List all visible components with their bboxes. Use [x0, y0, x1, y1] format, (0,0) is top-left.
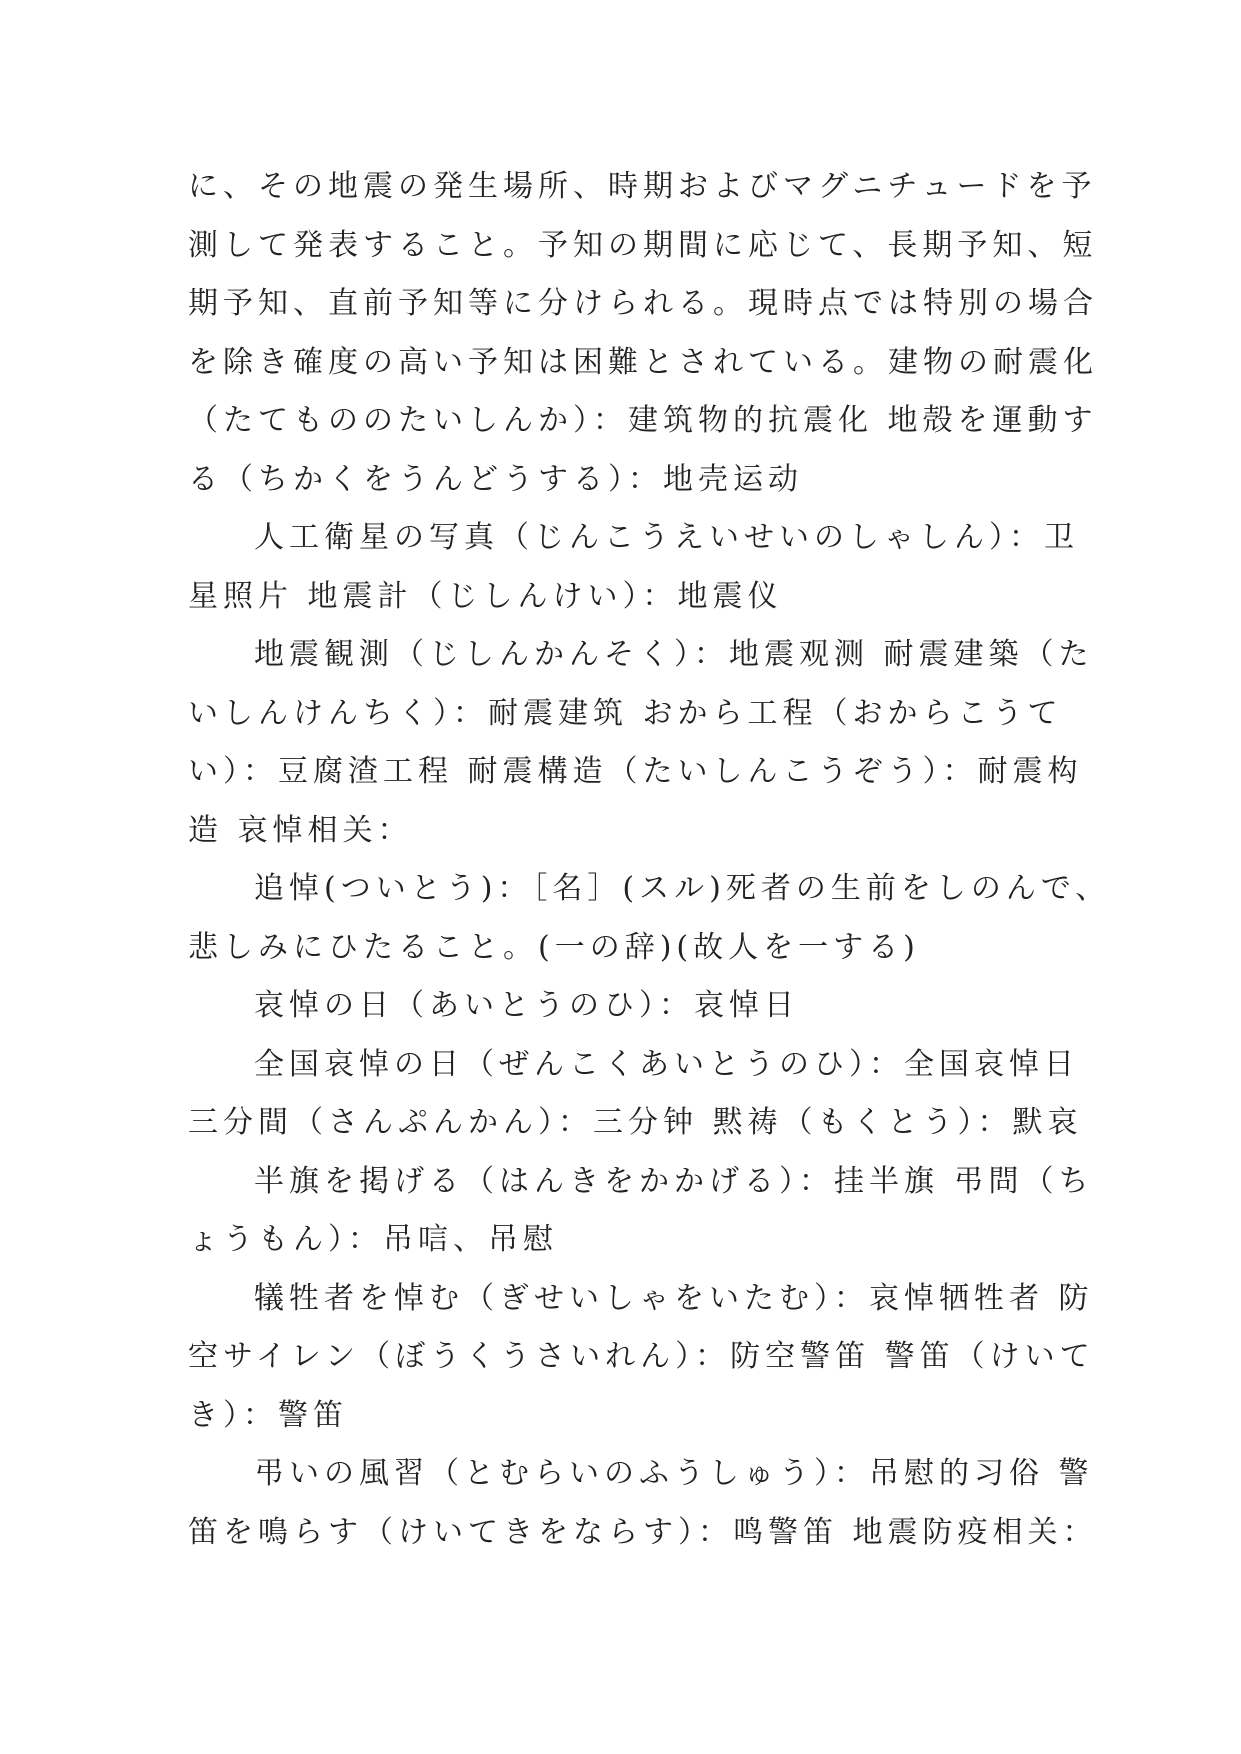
text-line: 半旗を掲げる（はんきをかかげる）：挂半旗 弔問（ち: [254, 1163, 1094, 1199]
text-line: る（ちかくをうんどうする）：地壳运动: [188, 461, 803, 497]
text-line: 全国哀悼の日（ぜんこくあいとうのひ）：全国哀悼日: [254, 1046, 1079, 1082]
text-line: 人工衛星の写真（じんこうえいせいのしゃしん）：卫: [254, 520, 1079, 555]
text-line: い）：豆腐渣工程 耐震構造（たいしんこうぞう）：耐震构: [188, 754, 1083, 789]
text-line: に、その地震の発生場所、時期およびマグニチュードを予: [188, 169, 1097, 204]
document-page: [188, 158, 1111, 1562]
text-line: 悲しみにひたること。(一の辞)(故人を一する): [188, 929, 920, 965]
text-line: 星照片 地震計（じしんけい）：地震仪: [188, 578, 783, 614]
text-line: 犠牲者を悼む（ぎせいしゃをいたむ）：哀悼牺牲者 防: [254, 1280, 1094, 1316]
text-line: （たてもののたいしんか）：建筑物的抗震化 地殻を運動す: [188, 403, 1098, 438]
text-line: 造 哀悼相关：: [188, 812, 413, 848]
text-line: き）：警笛: [188, 1397, 348, 1433]
text-line: いしんけんちく）：耐震建筑 おから工程（おからこうて: [188, 695, 1063, 731]
text-line: 追悼(ついとう)：［名］(スル)死者の生前をしのんで、: [254, 871, 1111, 906]
text-line: 地震観測（じしんかんそく）：地震观测 耐震建築（た: [254, 637, 1094, 672]
text-line: 空サイレン（ぼうくうさいれん）：防空警笛 警笛（けいて: [188, 1339, 1095, 1374]
text-line: 測して発表すること。予知の期間に応じて、長期予知、短: [188, 227, 1098, 263]
text-line: ょうもん）：吊唁、吊慰: [188, 1222, 558, 1257]
text-line: を除き確度の高い予知は困難とされている。建物の耐震化: [188, 344, 1098, 380]
text-line: 三分間（さんぷんかん）：三分钟 黙祷（もくとう）：默哀: [188, 1105, 1083, 1140]
text-line: 弔いの風習（とむらいのふうしゅう）：吊慰的习俗 警: [254, 1456, 1094, 1491]
text-line: 笛を鳴らす（けいてきをならす）：鸣警笛 地震防疫相关：: [188, 1514, 1098, 1550]
text-line: 期予知、直前予知等に分けられる。現時点では特別の場合: [188, 286, 1098, 321]
text-line: 哀悼の日（あいとうのひ）：哀悼日: [254, 988, 799, 1023]
